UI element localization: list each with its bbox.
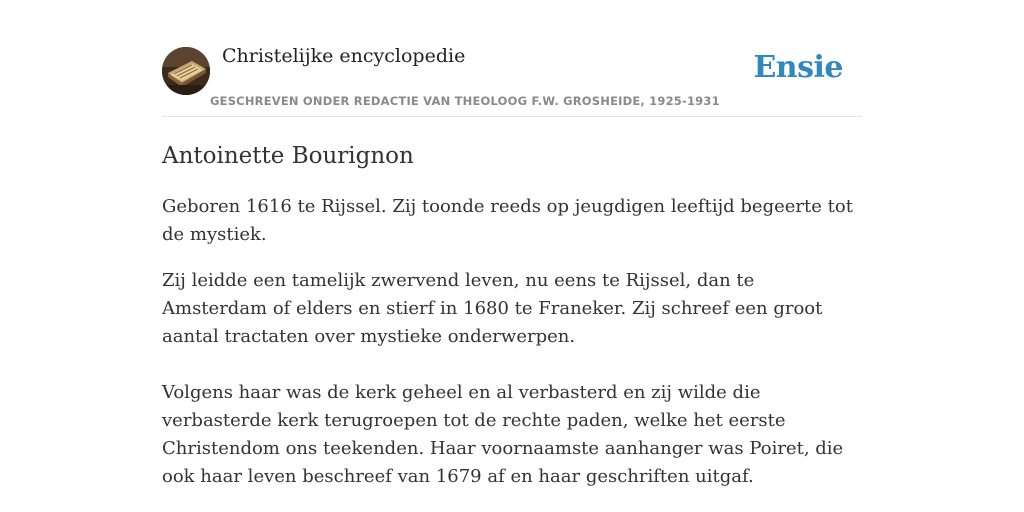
book-photo-icon <box>162 47 210 95</box>
article-paragraph: Zij leidde een tamelijk zwervend leven, nu eens te Rijssel, dan te Amsterdam of elders en stierf in 1680 te Franeker. Zij schreef een groot aantal tractaten over mystieke onderwerpen. <box>162 270 823 347</box>
article-title: Antoinette Bourignon <box>162 143 414 169</box>
source-subtitle: GESCHREVEN ONDER REDACTIE VAN THEOLOOG F.W. GROSHEIDE, 1925-1931 <box>210 94 720 108</box>
source-header <box>162 0 862 117</box>
article-body <box>162 193 862 491</box>
source-avatar[interactable] <box>162 47 210 95</box>
page <box>162 0 862 509</box>
source-title[interactable]: Christelijke encyclopedie <box>222 45 466 67</box>
article-paragraph: Geboren 1616 te Rijssel. Zij toonde reeds op jeugdigen leeftijd begeerte tot de mystiek. <box>162 196 853 245</box>
article-paragraph: Volgens haar was de kerk geheel en al verbasterd en zij wilde die verbasterde kerk terugroepen tot de rechte paden, welke het eerste Christendom ons teekenden. Haar voornaamste aanhanger was Poiret, die ook haar leven beschreef van 1679 af en haar geschriften uitgaf. <box>162 382 844 487</box>
ensie-logo-link[interactable]: Ensie <box>753 50 843 85</box>
